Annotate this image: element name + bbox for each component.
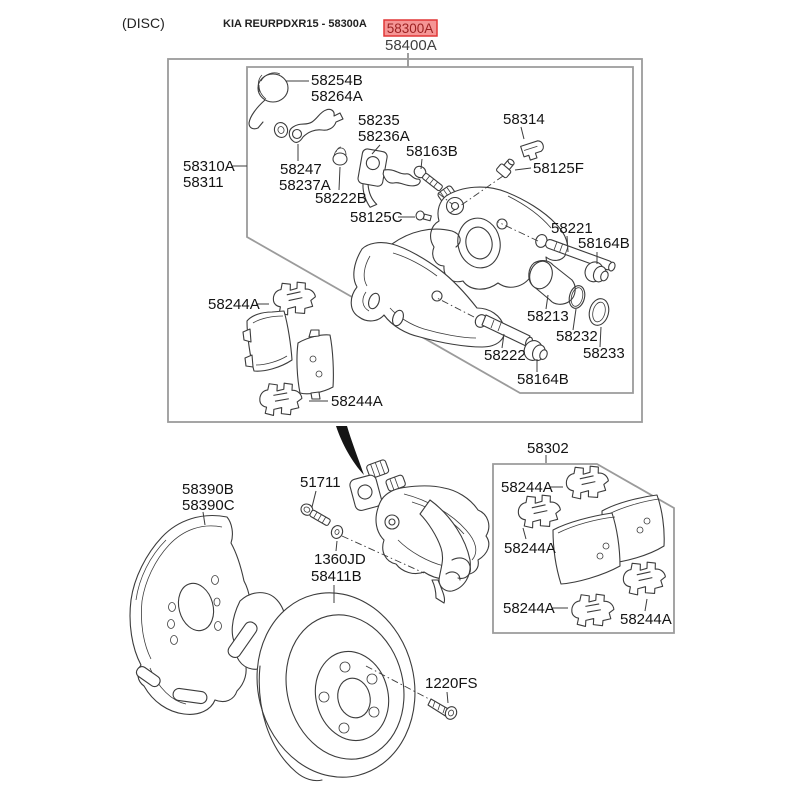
callout-58390C[interactable]: 58390C — [182, 497, 235, 514]
callout-58244A-kit4[interactable]: 58244A — [620, 611, 672, 628]
pad-kit-drawing — [501, 440, 672, 629]
alternate-part-number[interactable]: 58400A — [385, 37, 437, 54]
callout-58254B[interactable]: 58254B — [311, 72, 363, 89]
assembly-arrow — [336, 426, 364, 475]
callout-58235[interactable]: 58235 — [358, 112, 400, 129]
callout-58244A-kit2[interactable]: 58244A — [504, 540, 556, 557]
lower-assembly-drawing — [130, 459, 489, 794]
callout-58244A-a[interactable]: 58244A — [208, 296, 260, 313]
callout-58222[interactable]: 58222 — [484, 347, 526, 364]
callout-58236A[interactable]: 58236A — [358, 128, 410, 145]
pad-kit-clip-2 — [516, 492, 562, 531]
piston-drawing — [526, 258, 575, 304]
clip-58314-drawing — [521, 140, 547, 162]
lever-bracket-drawing — [289, 109, 343, 142]
callout-58222B[interactable]: 58222B — [315, 190, 367, 207]
callout-58163B[interactable]: 58163B — [406, 143, 458, 160]
callout-58164B-lower[interactable]: 58164B — [517, 371, 569, 388]
callout-58311[interactable]: 58311 — [183, 174, 224, 191]
outer-frame — [168, 59, 642, 422]
pad-kit-clip-1 — [564, 463, 610, 502]
callout-58125F[interactable]: 58125F — [533, 160, 584, 177]
pad-kit-clip-4 — [621, 559, 667, 598]
parking-spring-drawing — [249, 73, 289, 139]
caliper-assembly-drawing — [349, 459, 489, 603]
callout-58264A[interactable]: 58264A — [311, 88, 363, 105]
washer-1360JD-drawing — [330, 524, 345, 540]
cap-nut-drawing — [333, 147, 347, 165]
catalog-title: KIA REURPDXR15 - 58300A — [223, 18, 367, 30]
callout-58302[interactable]: 58302 — [527, 440, 569, 457]
callout-58247[interactable]: 58247 — [280, 161, 322, 178]
callout-58221[interactable]: 58221 — [551, 220, 593, 237]
callout-58411B[interactable]: 58411B — [311, 568, 362, 585]
callout-51711[interactable]: 51711 — [300, 474, 341, 491]
callout-1220FS[interactable]: 1220FS — [425, 675, 478, 692]
callout-58244A-b[interactable]: 58244A — [331, 393, 383, 410]
callout-1360JD[interactable]: 1360JD — [314, 551, 366, 568]
callout-58310A[interactable]: 58310A — [183, 158, 235, 175]
pad-clip-lower-drawing — [258, 380, 303, 417]
bolt-58163B-drawing — [412, 164, 445, 193]
pad-kit-pad-front — [553, 513, 620, 584]
callout-58164B-upper[interactable]: 58164B — [578, 235, 630, 252]
callout-58213[interactable]: 58213 — [527, 308, 569, 325]
callout-58125C[interactable]: 58125C — [350, 209, 403, 226]
dust-boot-ring-drawing — [587, 297, 612, 328]
callout-58233[interactable]: 58233 — [583, 345, 625, 362]
screw-58125C-drawing — [415, 210, 432, 223]
callout-58244A-kit3[interactable]: 58244A — [503, 600, 555, 617]
screw-1220FS-drawing — [428, 699, 459, 721]
callout-58314[interactable]: 58314 — [503, 111, 545, 128]
pad-kit-clip-3 — [570, 591, 615, 628]
upper-assembly-drawing — [183, 72, 630, 418]
callout-58244A-kit1[interactable]: 58244A — [501, 479, 553, 496]
callout-58232[interactable]: 58232 — [556, 328, 598, 345]
disc-type-label: (DISC) — [122, 15, 165, 31]
highlighted-part-number[interactable]: 58300A — [386, 21, 434, 36]
bleeder-screw-drawing — [496, 156, 518, 178]
callout-58237A[interactable]: 58237A — [279, 177, 331, 194]
callout-58390B[interactable]: 58390B — [182, 481, 234, 498]
bolt-51711-drawing — [299, 502, 332, 528]
